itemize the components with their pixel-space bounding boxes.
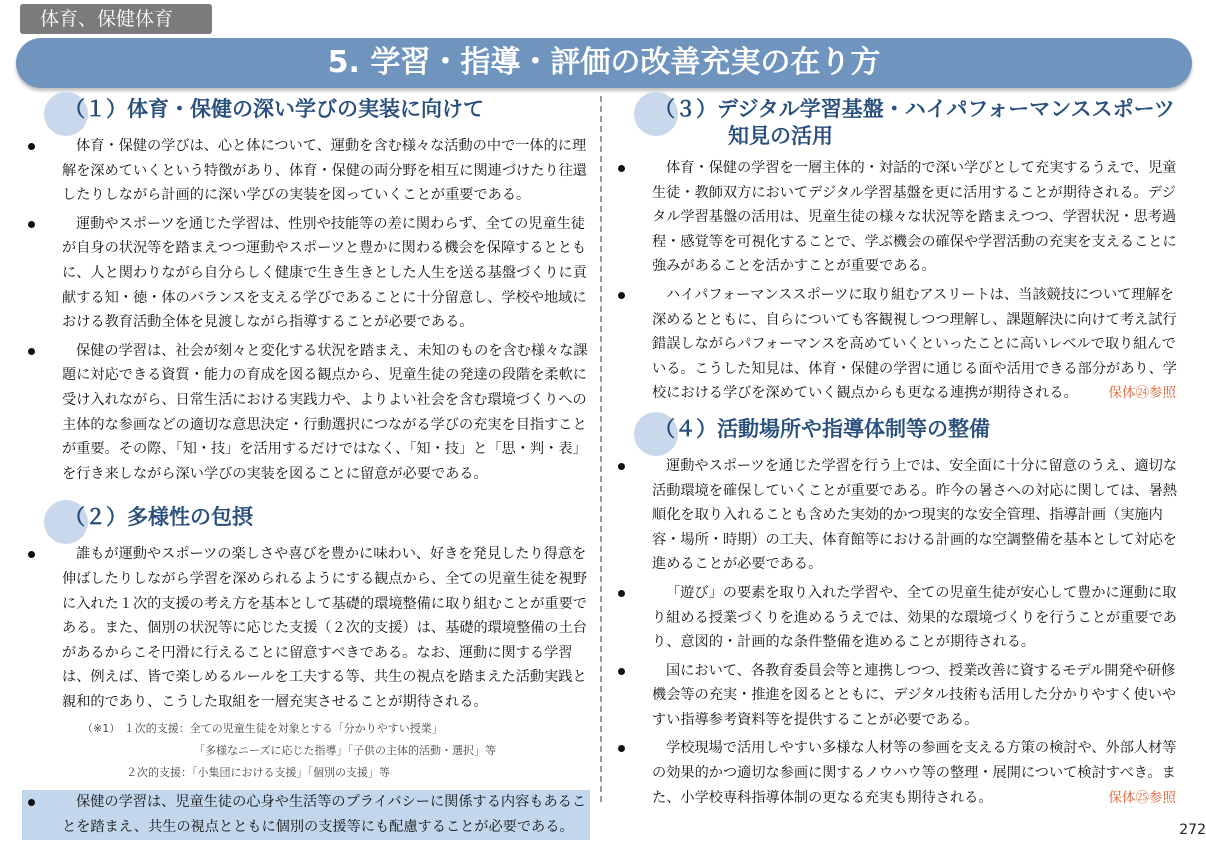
left-column	[22, 92, 590, 844]
column-divider	[600, 96, 602, 802]
section-4-bullet-1: 運動やスポーツを通じた学習を行う上では、安全面に十分に留意のうえ、適切な活動環境を確保していくことが重要である。昨今の暑さへの対応に関しては、暑熱順化を取り入れることも含めた実効的かつ現実的な安全管理、指導計画（実施内容・場所・時期）の工夫、体育館等における計画的な空調整備を基本として対応を進めることが必要である。	[612, 454, 1182, 577]
section-4-title: （４）活動場所や指導体制等の整備	[654, 416, 990, 441]
category-tag: 体育、保健体育	[20, 4, 212, 34]
section-1-bullet-2: 運動やスポーツを通じた学習は、性別や技能等の差に関わらず、全ての児童生徒が自身の状況等を踏まえつつ運動やスポーツと豊かに関わる機会を保障するとともに、人と関わりながら自分らしく健康で生き生きとした人生を送る基盤づくりに貢献する知・徳・体のバランスを支える学びであることに十分留意し、学校や地域における教育活動全体を見渡しながら指導することが必要である。	[22, 212, 590, 335]
section-1-header	[22, 92, 590, 130]
section-3-title	[654, 96, 1175, 150]
reference-note: 保体㉕参照	[1108, 789, 1176, 806]
section-3-bullet-2: ハイパフォーマンススポーツに取り組むアスリートは、当該競技について理解を深めるとともに、自らについても客観視しつつ理解し、課題解決に向けて考え試行錯誤しながらパフォーマンスを高めていくといったことに高いレベルで取り組んでいる。こうした知見は、体育・保健の学習に通じる面や活用できる部分があり、学校における学びを深めていく観点からも更なる連携が期待される。 保体㉔参照	[612, 283, 1182, 406]
footnote-3: ２次的支援：「小集団における支援」「個別の支援」等	[126, 766, 390, 780]
section-1-title: （１）体育・保健の深い学びの実装に向けて	[64, 97, 484, 121]
footnote-2: 「多様なニーズに応じた指導」「子供の主体的活動・選択」等	[194, 744, 496, 758]
section-4-bullet-4: 学校現場で活用しやすい多様な人材等の参画を支える方策の検討や、外部人材等の効果的かつ適切な参画に関するノウハウ等の整理・展開について検討すべき。また、小学校専科指導体制の更なる充実も期待される。 保体㉕参照	[612, 736, 1182, 810]
right-column	[612, 92, 1182, 814]
section-2-bullet-2: 保健の学習は、児童生徒の心身や生活等のプライバシーに関係する内容もあることを踏まえ、共生の視点とともに個別の支援等にも配慮することが必要である。	[22, 790, 590, 839]
section-3-title-line-1: （３）デジタル学習基盤・ハイパフォーマンススポーツ	[654, 97, 1175, 121]
section-2-bullet-1: 誰もが運動やスポーツの楽しさや喜びを豊かに味わい、好きを発見したり得意を伸ばしたりしながら学習を深められるようにする観点から、全ての児童生徒を視野に入れた１次的支援の考え方を基本として基礎的環境整備に取り組むことが重要である。また、個別の状況等に応じた支援（２次的支援）は、基礎的環境整備の土台があるからこそ円滑に行えることに留意すべきである。なお、運動に関する学習は、例えば、皆で楽しめるルールを工夫する等、共生の視点を踏まえた活動実践と親和的であり、こうした取組を一層充実させることが期待される。	[22, 542, 590, 714]
footnote-1: （※1） １次的支援：全ての児童生徒を対象とする「分かりやすい授業」	[82, 722, 443, 736]
page-title: 5. 学習・指導・評価の改善充実の在り方	[16, 38, 1192, 88]
section-4-bullet-2: 「遊び」の要素を取り入れた学習や、全ての児童生徒が安心して豊かに運動に取り組める授業づくりを進めるうえでは、効果的な環境づくりを行うことが重要であり、意図的・計画的な条件整備を進めることが期待される。	[612, 581, 1182, 655]
section-1-bullet-3: 保健の学習は、社会が刻々と変化する状況を踏まえ、未知のものを含む様々な課題に対応できる資質・能力の育成を図る観点から、児童生徒の発達の段階を柔軟に受け入れながら、日常生活における実践力や、よりよい社会を含む環境づくりへの主体的な参画などの適切な意思決定・行動選択につながる学びの充実を目指すことが重要。その際、「知・技」を活用するだけではなく、「知・技」と「思・判・表」を行き来しながら深い学びの実装を図ることに留意が必要である。	[22, 339, 590, 487]
section-3-header	[612, 92, 1182, 152]
page-number: 272	[1179, 822, 1206, 838]
section-3-title-line-2: 知見の活用	[728, 124, 833, 148]
section-1-bullet-1: 体育・保健の学びは、心と体について、運動を含む様々な活動の中で一体的に理解を深めていくという特徴があり、体育・保健の両分野を相互に関連づけたり往還したりしながら計画的に深い学びの実装を図っていくことが重要である。	[22, 134, 590, 208]
section-4-bullet-3: 国において、各教育委員会等と連携しつつ、授業改善に資するモデル開発や研修機会等の充実・推進を図るとともに、デジタル技術も活用した分かりやすく使いやすい指導参考資料等を提供することが必要である。	[612, 659, 1182, 733]
section-2-title: （２）多様性の包摂	[64, 505, 253, 530]
section-2-header	[22, 500, 590, 538]
section-4-header	[612, 412, 1182, 450]
reference-note: 保体㉔参照	[1108, 385, 1176, 402]
section-3-bullet-1: 体育・保健の学習を一層主体的・対話的で深い学びとして充実するうえで、児童生徒・教師双方においてデジタル学習基盤を更に活用することが期待される。デジタル学習基盤の活用は、児童生徒の様々な状況等を踏まえつつ、学習状況・思考過程・感覚等を可視化することで、学ぶ機会の確保や学習活動の充実を支えることに強みがあることを活かすことが重要である。	[612, 156, 1182, 279]
